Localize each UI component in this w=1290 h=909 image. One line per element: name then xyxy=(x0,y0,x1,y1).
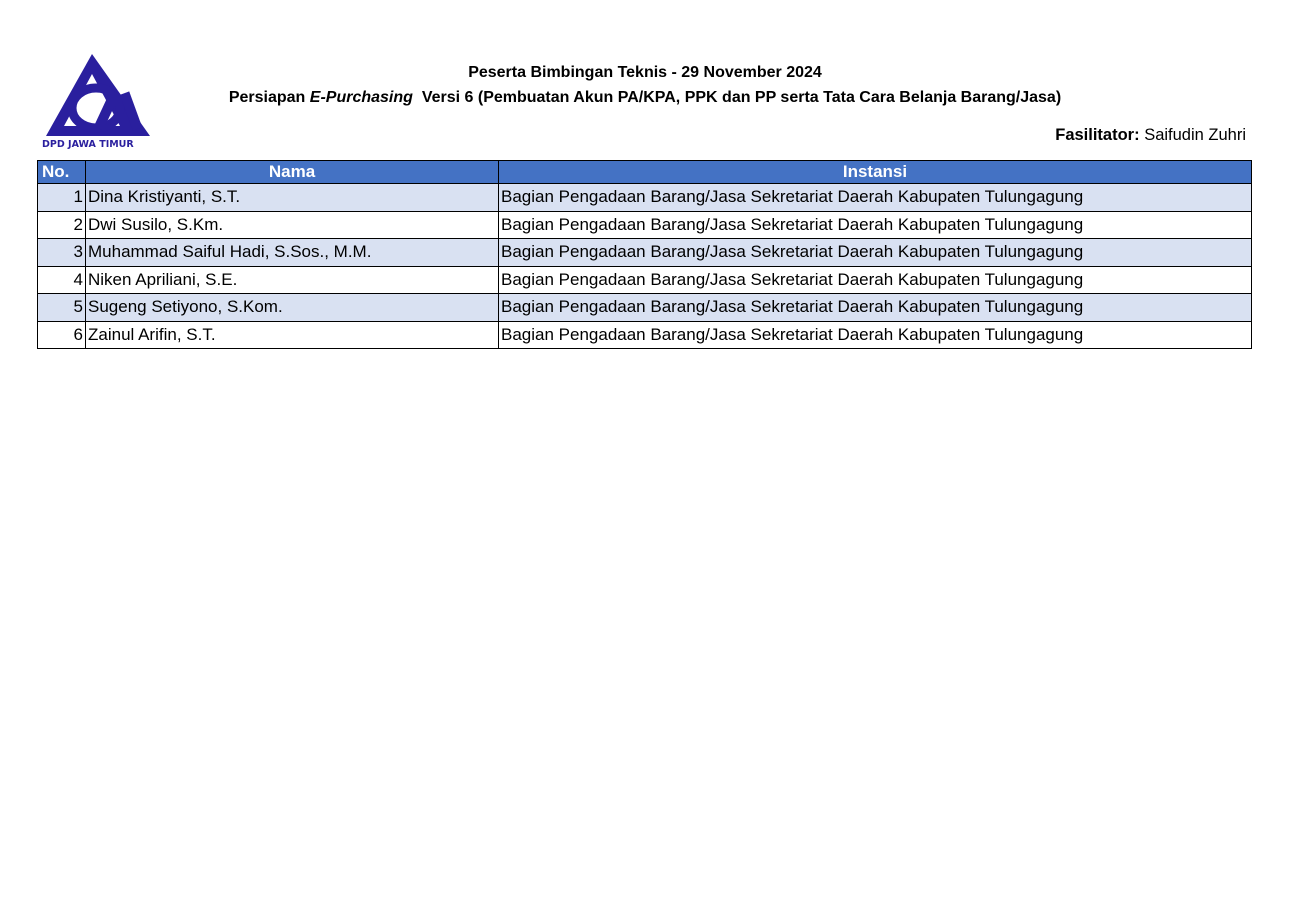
cell-instansi: Bagian Pengadaan Barang/Jasa Sekretariat Daerah Kabupaten Tulungagung xyxy=(499,321,1252,349)
cell-nama: Sugeng Setiyono, S.Kom. xyxy=(86,294,499,322)
cell-nama: Dwi Susilo, S.Km. xyxy=(86,211,499,239)
title-line-2-prefix: Persiapan xyxy=(228,89,310,106)
cell-instansi: Bagian Pengadaan Barang/Jasa Sekretariat Daerah Kabupaten Tulungagung xyxy=(499,294,1252,322)
cell-nama: Niken Apriliani, S.E. xyxy=(86,266,499,294)
cell-no: 3 xyxy=(38,239,86,267)
document-title xyxy=(0,60,1290,110)
cell-nama: Muhammad Saiful Hadi, S.Sos., M.M. xyxy=(86,239,499,267)
table-row xyxy=(38,266,1252,294)
cell-nama: Zainul Arifin, S.T. xyxy=(86,321,499,349)
cell-instansi: Bagian Pengadaan Barang/Jasa Sekretariat Daerah Kabupaten Tulungagung xyxy=(499,184,1252,212)
cell-no: 5 xyxy=(38,294,86,322)
column-header-no: No. xyxy=(38,161,86,184)
cell-nama: Dina Kristiyanti, S.T. xyxy=(86,184,499,212)
cell-no: 4 xyxy=(38,266,86,294)
column-header-nama: Nama xyxy=(86,161,499,184)
title-line-2 xyxy=(0,85,1290,110)
table-row xyxy=(38,184,1252,212)
fasilitator-line xyxy=(1055,126,1246,145)
table-row xyxy=(38,294,1252,322)
cell-instansi: Bagian Pengadaan Barang/Jasa Sekretariat Daerah Kabupaten Tulungagung xyxy=(499,266,1252,294)
table-header-row xyxy=(38,161,1252,184)
fasilitator-name: Saifudin Zuhri xyxy=(1139,126,1246,144)
cell-instansi: Bagian Pengadaan Barang/Jasa Sekretariat Daerah Kabupaten Tulungagung xyxy=(499,239,1252,267)
column-header-instansi: Instansi xyxy=(499,161,1252,184)
title-line-1: Peserta Bimbingan Teknis - 29 November 2024 xyxy=(468,64,822,81)
title-line-2-suffix: Versi 6 (Pembuatan Akun PA/KPA, PPK dan PP serta Tata Cara Belanja Barang/Jasa) xyxy=(412,89,1062,106)
title-line-2-italic: E-Purchasing xyxy=(309,89,413,106)
logo-caption: DPD JAWA TIMUR xyxy=(42,139,134,150)
table-row xyxy=(38,321,1252,349)
participants-table xyxy=(37,160,1252,349)
cell-no: 1 xyxy=(38,184,86,212)
fasilitator-label: Fasilitator: xyxy=(1055,126,1140,144)
cell-instansi: Bagian Pengadaan Barang/Jasa Sekretariat Daerah Kabupaten Tulungagung xyxy=(499,211,1252,239)
table-row xyxy=(38,239,1252,267)
table-row xyxy=(38,211,1252,239)
cell-no: 6 xyxy=(38,321,86,349)
cell-no: 2 xyxy=(38,211,86,239)
